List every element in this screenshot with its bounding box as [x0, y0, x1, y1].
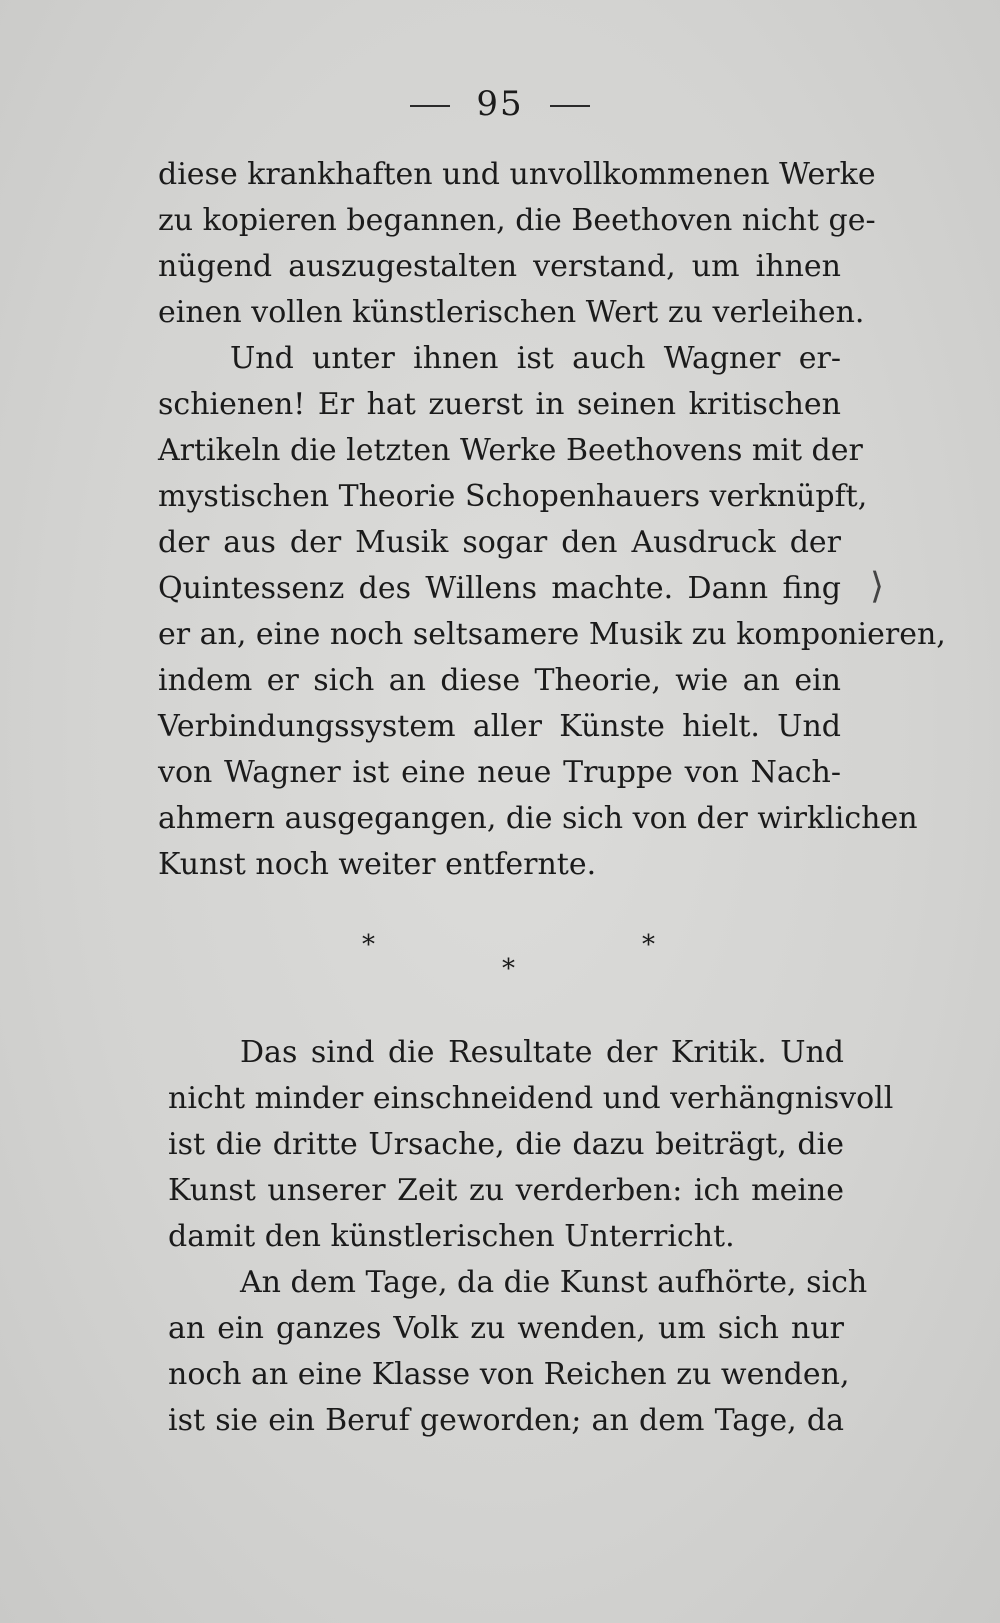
text-line: An dem Tage, da die Kunst aufhörte, sich [240, 1265, 868, 1300]
text-line: nicht minder einschneidend und verhängnisvoll [168, 1081, 894, 1116]
text-line: er an, eine noch seltsamere Musik zu komponieren, [158, 617, 946, 652]
text-line: noch an eine Klasse von Reichen zu wenden, [168, 1357, 850, 1392]
text-line: Kunst unserer Zeit zu verderben: ich meine [168, 1173, 844, 1208]
separator-asterisk: * [502, 954, 515, 984]
margin-mark: ⟩ [870, 566, 885, 607]
text-block-top [158, 152, 946, 888]
text-line: der aus der Musik sogar den Ausdruck der [158, 525, 841, 560]
text-line: schienen! Er hat zuerst in seinen kritischen [158, 387, 841, 422]
text-line: ist sie ein Beruf geworden; an dem Tage, da [168, 1403, 844, 1438]
page-number: 95 [476, 84, 524, 124]
text-line: damit den künstlerischen Unterricht. [168, 1219, 735, 1254]
text-line: Und unter ihnen ist auch Wagner er- [230, 341, 841, 376]
text-line: diese krankhaften und unvollkommenen Werke [158, 157, 876, 192]
text-line: einen vollen künstlerischen Wert zu verleihen. [158, 295, 865, 330]
section-separator [0, 930, 1000, 990]
text-line: indem er sich an diese Theorie, wie an ein [158, 663, 841, 698]
page-header [0, 84, 1000, 124]
text-line: von Wagner ist eine neue Truppe von Nach- [158, 755, 841, 790]
header-dash-right [550, 105, 590, 107]
separator-asterisk: * [642, 930, 655, 960]
text-line: Quintessenz des Willens machte. Dann fing [158, 571, 841, 606]
text-line: an ein ganzes Volk zu wenden, um sich nur [168, 1311, 844, 1346]
text-line: Verbindungssystem aller Künste hielt. Und [158, 709, 841, 744]
text-line: Das sind die Resultate der Kritik. Und [240, 1035, 844, 1070]
text-line: Kunst noch weiter entfernte. [158, 847, 597, 882]
text-line: zu kopieren begannen, die Beethoven nicht ge- [158, 203, 876, 238]
text-line: nügend auszugestalten verstand, um ihnen [158, 249, 841, 284]
text-line: mystischen Theorie Schopenhauers verknüpft, [158, 479, 868, 514]
text-line: ahmern ausgegangen, die sich von der wirklichen [158, 801, 918, 836]
separator-asterisk: * [362, 930, 375, 960]
text-block-bottom [168, 1030, 894, 1444]
text-line: ist die dritte Ursache, die dazu beiträgt, die [168, 1127, 844, 1162]
header-dash-left [410, 105, 450, 107]
text-line: Artikeln die letzten Werke Beethovens mit der [158, 433, 863, 468]
